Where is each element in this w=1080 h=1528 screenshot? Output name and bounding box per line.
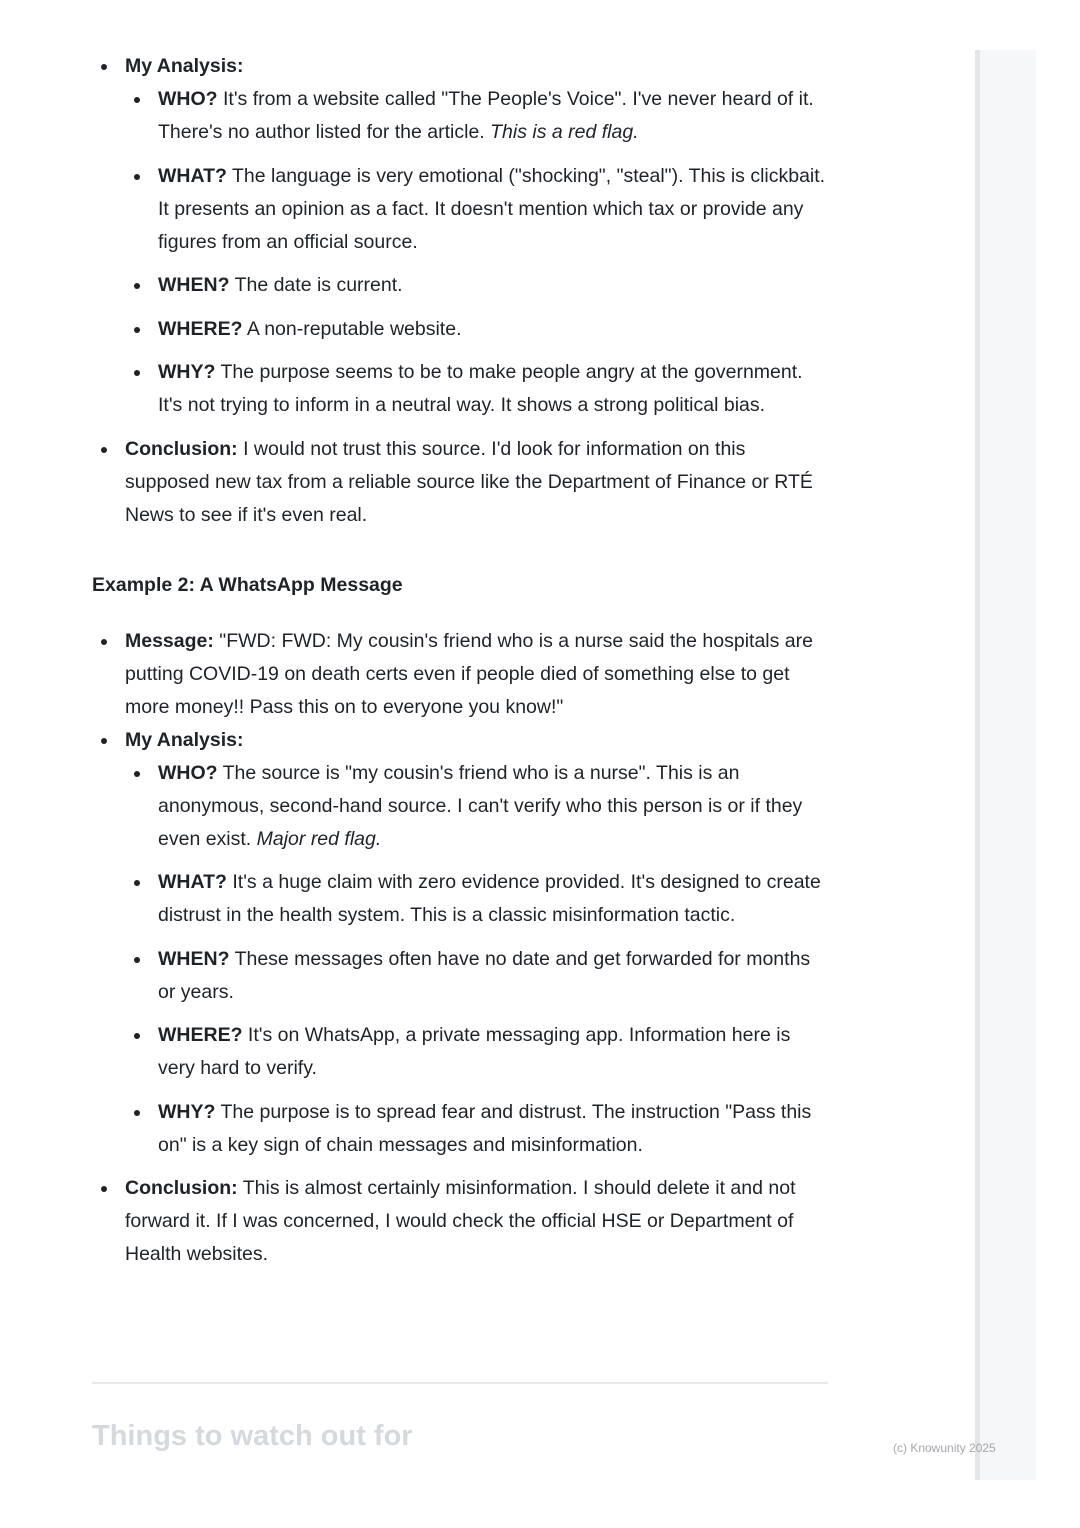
message-label: Message: (125, 629, 214, 652)
analysis-when-item (125, 943, 832, 1009)
answer-text: It's on WhatsApp, a private messaging app. Information here is very hard to verify. (158, 1024, 791, 1079)
analysis-what-item (125, 866, 832, 932)
section-divider (92, 1382, 828, 1384)
answer-text: The purpose seems to be to make people angry at the government. It's not trying to inform in a neutral way. It shows a strong political bias. (158, 361, 803, 416)
analysis-when-item (125, 269, 832, 302)
answer-text: The language is very emotional ("shocking", "steal"). This is clickbait. It presents an opinion as a fact. It doesn't mention which tax or provide any figures from an official source. (158, 164, 826, 253)
analysis-what-item (125, 160, 832, 259)
emphasis-text: Major red flag. (256, 827, 382, 850)
answer-text: It's from a website called "The People's Voice". I've never heard of it. There's no author listed for the article. (158, 88, 814, 143)
conclusion-label: Conclusion: (125, 437, 238, 460)
copyright-notice: (c) Knowunity 2025 (893, 1441, 996, 1455)
analysis-why-item (125, 356, 832, 422)
conclusion-label: Conclusion: (125, 1177, 238, 1199)
example2-conclusion-item (92, 1172, 832, 1271)
question-label: WHO? (158, 88, 218, 110)
question-label: WHEN? (158, 947, 230, 970)
example2-analysis-sublist (125, 757, 832, 1162)
question-label: WHY? (158, 1100, 216, 1123)
question-label: WHO? (158, 761, 218, 784)
answer-text: The source is "my cousin's friend who is a nurse". This is an anonymous, second-hand source. I can't verify who this person is or if they even exist. (158, 761, 803, 850)
analysis-who-item (125, 757, 832, 856)
analysis-why-item (125, 1096, 832, 1162)
answer-text: These messages often have no date and get forwarded for months or years. (158, 947, 811, 1003)
next-section-title: Things to watch out for (92, 1420, 413, 1452)
answer-text: A non-reputable website. (242, 317, 462, 340)
example1-analysis-sublist (125, 83, 832, 422)
question-label: WHAT? (158, 871, 227, 893)
analysis-label: My Analysis: (125, 728, 244, 751)
document-body (92, 50, 832, 1271)
question-label: WHAT? (158, 164, 227, 187)
question-label: WHERE? (158, 317, 243, 340)
side-panel (975, 50, 1036, 1480)
question-label: WHEN? (158, 274, 230, 296)
example1-analysis-item (92, 50, 832, 422)
emphasis-text: This is a red flag. (490, 121, 639, 143)
example2-heading: Example 2: A WhatsApp Message (92, 573, 403, 596)
analysis-where-item (125, 313, 832, 346)
question-label: WHERE? (158, 1024, 243, 1046)
example2-message-item (92, 625, 832, 724)
example2-list (92, 625, 832, 1272)
example2-analysis-item (92, 724, 832, 1162)
answer-text: The date is current. (229, 274, 403, 296)
answer-text: It's a huge claim with zero evidence provided. It's designed to create distrust in the health system. This is a classic misinformation tactic. (158, 871, 821, 926)
analysis-where-item (125, 1019, 832, 1085)
analysis-who-item (125, 83, 832, 149)
example1-conclusion-item (92, 433, 832, 532)
conclusion-text: I would not trust this source. I'd look for information on this supposed new tax from a reliable source like the Department of Finance or RTÉ News to see if it's even real. (125, 437, 813, 526)
question-label: WHY? (158, 361, 216, 383)
example1-list (92, 50, 832, 532)
answer-text: The purpose is to spread fear and distrust. The instruction "Pass this on" is a key sign of chain messages and misinformation. (158, 1100, 812, 1156)
message-text: "FWD: FWD: My cousin's friend who is a nurse said the hospitals are putting COVID-19 on death certs even if people died of something else to get more money!! Pass this on to everyone you know!" (125, 629, 813, 718)
conclusion-text: This is almost certainly misinformation. I should delete it and not forward it. If I was concerned, I would check the official HSE or Department of Health websites. (125, 1177, 796, 1265)
analysis-label: My Analysis: (125, 55, 244, 77)
